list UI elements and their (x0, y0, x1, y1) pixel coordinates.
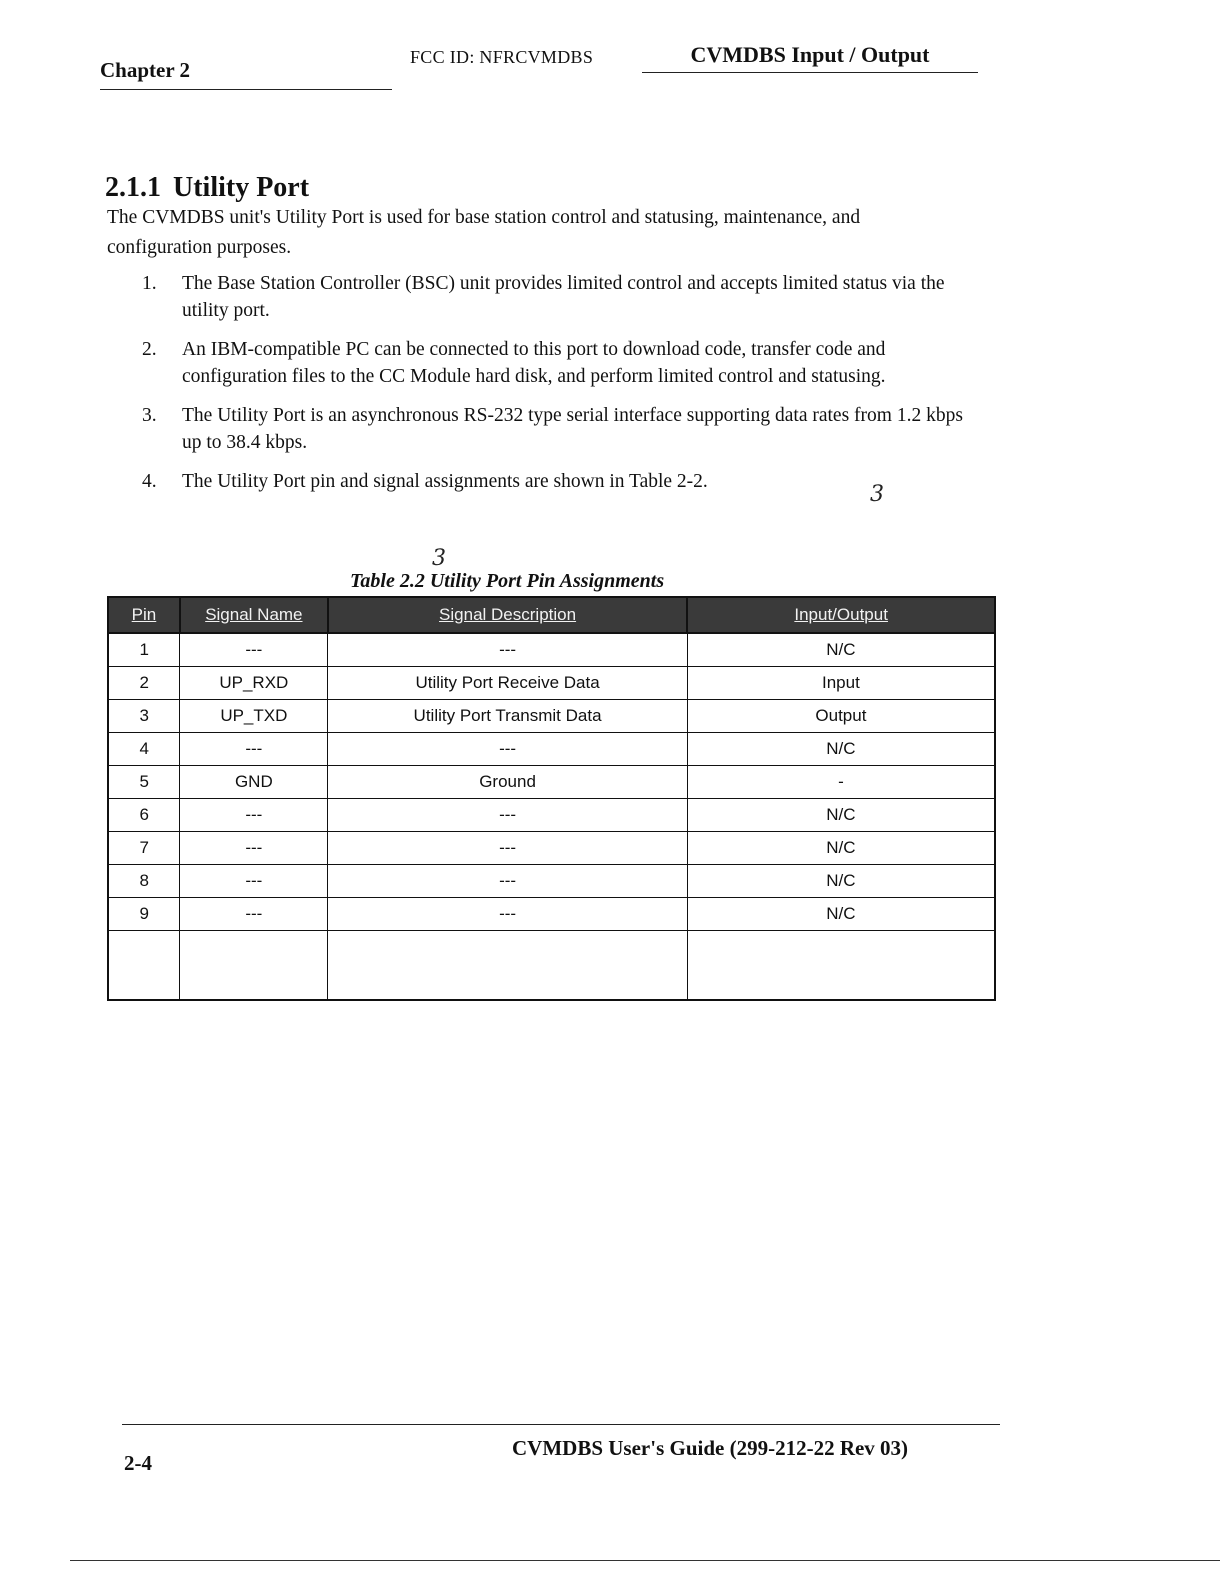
table-row (108, 633, 995, 667)
signal-description-cell: --- (328, 633, 688, 667)
chapter-label: Chapter 2 (100, 58, 191, 82)
signal-name-cell: GND (180, 766, 328, 799)
input-output-cell: N/C (687, 799, 995, 832)
list-item (142, 270, 972, 324)
list-item-number: 1. (142, 273, 157, 294)
signal-description-cell: --- (328, 898, 688, 931)
input-output-cell: N/C (687, 733, 995, 766)
pin-cell: 4 (108, 733, 180, 766)
section-number: 2.1.1 (105, 172, 161, 203)
table-row (108, 700, 995, 733)
pin-cell: 8 (108, 865, 180, 898)
input-output-cell: Input (687, 667, 995, 700)
signal-description-cell: Utility Port Transmit Data (328, 700, 688, 733)
signal-description-cell: --- (328, 733, 688, 766)
table-row (108, 799, 995, 832)
signal-name-cell: --- (180, 898, 328, 931)
signal-description-cell: --- (328, 832, 688, 865)
input-output-cell: N/C (687, 633, 995, 667)
empty-cell (108, 931, 180, 1001)
list-item-number: 4. (142, 471, 157, 492)
input-output-cell: N/C (687, 832, 995, 865)
pin-assignment-table (107, 596, 996, 1001)
table-row (108, 733, 995, 766)
section-heading (105, 172, 309, 204)
header-chapter-block (100, 58, 392, 90)
page-number: 2-4 (124, 1451, 152, 1475)
pin-cell: 9 (108, 898, 180, 931)
signal-description-cell: --- (328, 865, 688, 898)
signal-name-cell: --- (180, 865, 328, 898)
signal-description-cell: --- (328, 799, 688, 832)
signal-name-cell: --- (180, 733, 328, 766)
signal-name-cell: UP_RXD (180, 667, 328, 700)
table-row (108, 766, 995, 799)
pin-cell: 3 (108, 700, 180, 733)
intro-paragraph: The CVMDBS unit's Utility Port is used for base station control and statusing, maintenance, and configuration purposes. (107, 207, 861, 258)
header-section-block (642, 42, 978, 73)
column-header-input-output: Input/Output (687, 597, 995, 633)
signal-description-cell: Utility Port Receive Data (328, 667, 688, 700)
running-section-title: CVMDBS Input / Output (690, 42, 930, 67)
list-item (142, 336, 972, 390)
list-item-text: The Utility Port is an asynchronous RS-232 type serial interface supporting data rates from 1.2 kbps up to 38.4 kbps. (182, 405, 963, 453)
signal-name-cell: --- (180, 633, 328, 667)
table-caption: Table 2.2 Utility Port Pin Assignments (350, 570, 665, 592)
empty-cell (180, 931, 328, 1001)
pin-cell: 2 (108, 667, 180, 700)
table-row-empty (108, 931, 995, 1001)
section-title: Utility Port (173, 172, 310, 203)
column-header-signal-name: Signal Name (180, 597, 328, 633)
column-header-signal-description: Signal Description (328, 597, 688, 633)
input-output-cell: - (687, 766, 995, 799)
footer-guide-title: CVMDBS User's Guide (299-212-22 Rev 03) (512, 1436, 909, 1460)
table-header-row (108, 597, 995, 633)
input-output-cell: Output (687, 700, 995, 733)
list-item-number: 3. (142, 405, 157, 426)
signal-name-cell: UP_TXD (180, 700, 328, 733)
table-row (108, 667, 995, 700)
table-row (108, 832, 995, 865)
fcc-id: FCC ID: NFRCVMDBS (410, 47, 594, 67)
signal-name-cell: --- (180, 832, 328, 865)
pin-cell: 6 (108, 799, 180, 832)
input-output-cell: N/C (687, 898, 995, 931)
empty-cell (328, 931, 688, 1001)
steps-list (142, 270, 972, 507)
table-row (108, 898, 995, 931)
pin-cell: 5 (108, 766, 180, 799)
handwritten-correction: 3 (870, 482, 884, 507)
list-item-text: An IBM-compatible PC can be connected to this port to download code, transfer code and configuration files to the CC Module hard disk, and perform limited control and statusing. (182, 339, 886, 387)
list-item-number: 2. (142, 339, 157, 360)
footer-divider (122, 1424, 1000, 1425)
pin-cell: 1 (108, 633, 180, 667)
list-item-text: The Base Station Controller (BSC) unit provides limited control and accepts limited status via the utility port. (182, 273, 945, 321)
list-item (142, 402, 972, 456)
pin-cell: 7 (108, 832, 180, 865)
signal-name-cell: --- (180, 799, 328, 832)
signal-description-cell: Ground (328, 766, 688, 799)
table-row (108, 865, 995, 898)
handwritten-correction: 3 (432, 546, 446, 571)
empty-cell (687, 931, 995, 1001)
bottom-scan-line (70, 1560, 1220, 1561)
input-output-cell: N/C (687, 865, 995, 898)
column-header-pin: Pin (108, 597, 180, 633)
list-item-text: The Utility Port pin and signal assignments are shown in Table 2-2. (182, 471, 708, 492)
list-item (142, 468, 972, 495)
